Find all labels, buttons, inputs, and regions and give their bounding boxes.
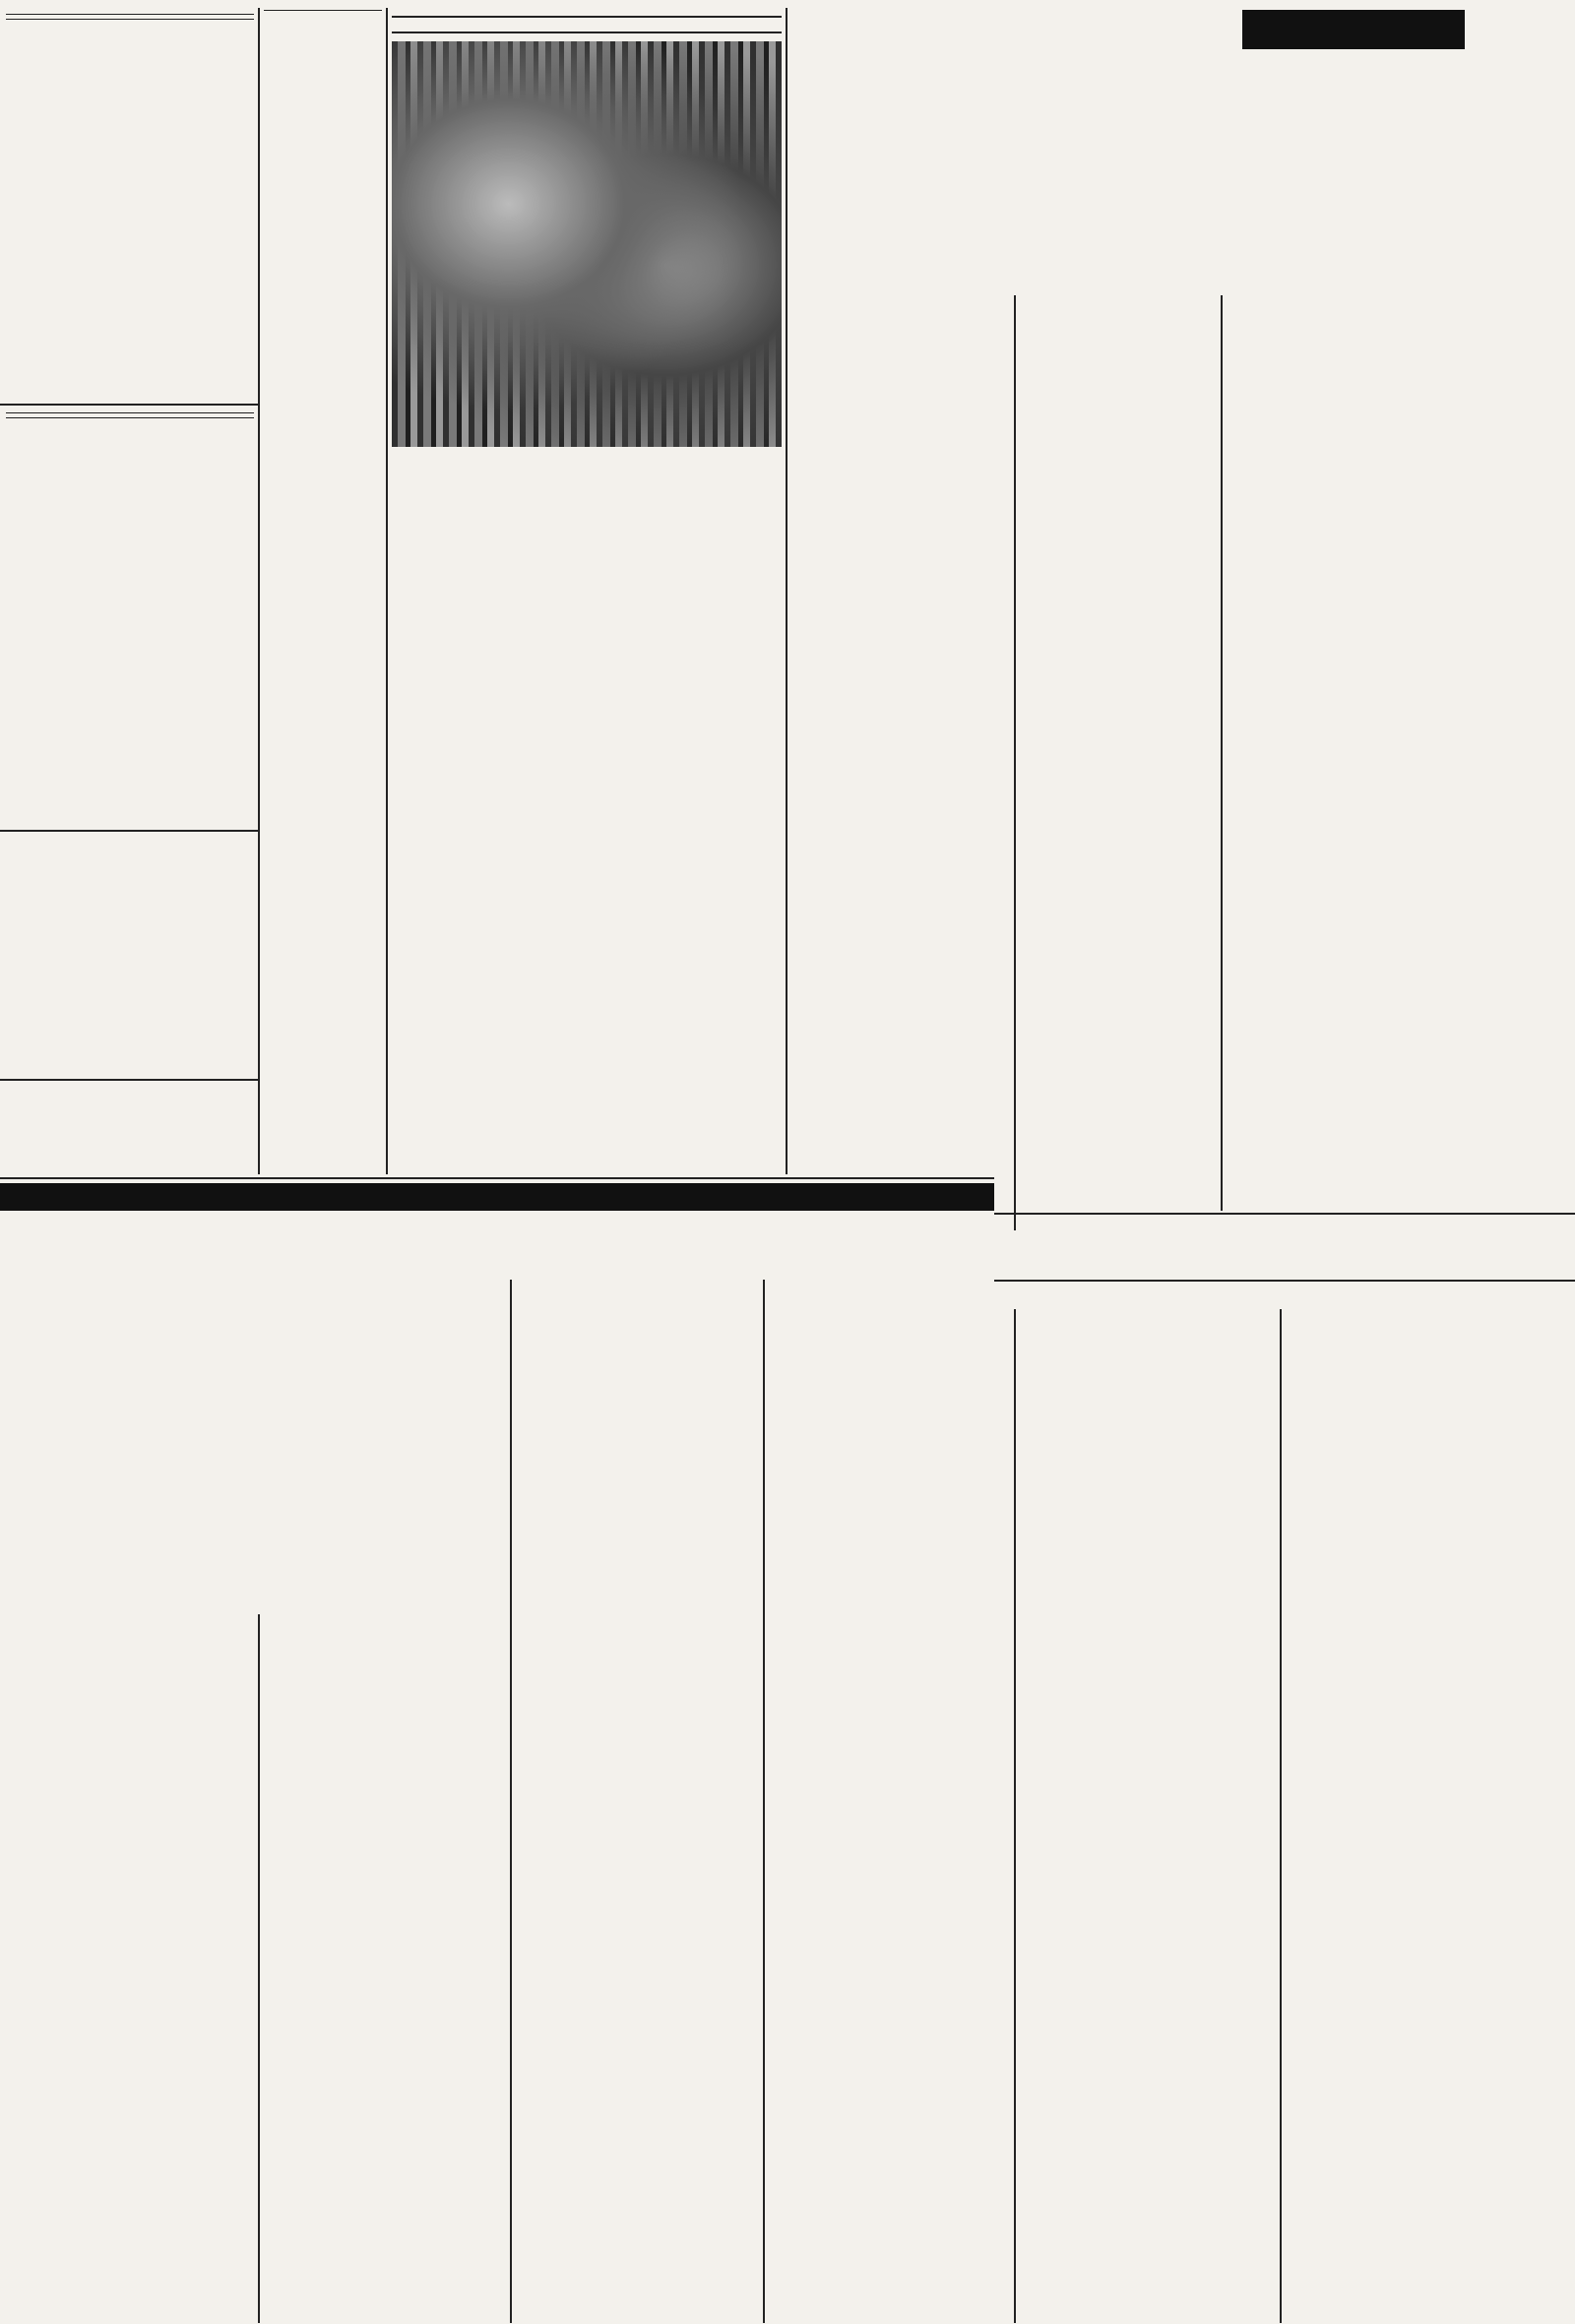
column-rule xyxy=(1280,1309,1282,2323)
deck xyxy=(392,16,782,22)
brief-body xyxy=(264,629,382,698)
column-rule xyxy=(1221,295,1223,1211)
article-body xyxy=(6,1079,127,1144)
brief-body xyxy=(264,704,382,773)
deck xyxy=(392,28,782,33)
brief-body xyxy=(264,13,382,141)
article-body xyxy=(6,30,122,199)
section-rule xyxy=(0,830,258,832)
section-rule xyxy=(0,404,258,406)
column-mid xyxy=(791,679,1010,1211)
article-body xyxy=(133,984,254,1075)
article-nato-mediterranean xyxy=(6,407,254,828)
article-body xyxy=(593,689,782,847)
column-rule xyxy=(510,1280,512,2323)
serial xyxy=(6,1216,508,1334)
column-mid-upper xyxy=(791,295,1010,669)
brief-body xyxy=(264,569,382,623)
article-body xyxy=(6,984,127,1075)
deck xyxy=(6,17,254,20)
brief-body xyxy=(264,271,382,369)
article-body xyxy=(1227,419,1569,872)
vietnam-body-col2 xyxy=(1227,295,1569,1206)
lead-body-col2 xyxy=(593,689,782,1171)
column-rule xyxy=(1014,1309,1016,2323)
section-logo xyxy=(1242,10,1465,49)
article-body xyxy=(128,26,254,232)
column-rule xyxy=(786,8,788,1174)
brief-body xyxy=(264,479,382,563)
article-vietnam xyxy=(1020,57,1571,289)
brief-body xyxy=(264,375,382,473)
article-body xyxy=(1020,917,1217,1134)
article-body xyxy=(791,888,1010,986)
article-body xyxy=(6,428,122,615)
article-britain xyxy=(630,1248,1571,1307)
article-body xyxy=(1020,295,1217,630)
column-rule xyxy=(258,1614,260,2323)
column-briefs xyxy=(264,8,382,1174)
article-body xyxy=(593,1006,782,1134)
column-rule xyxy=(763,1280,765,2323)
article-body xyxy=(392,990,585,1148)
subheading xyxy=(264,10,382,11)
article-body xyxy=(791,683,1010,880)
brief-body xyxy=(264,853,382,912)
article-body xyxy=(392,689,585,984)
serial-banner xyxy=(0,1183,994,1211)
article-body xyxy=(128,424,254,651)
column-rule xyxy=(1014,295,1016,1230)
article-body xyxy=(1227,878,1569,1144)
article-body xyxy=(791,994,1010,1102)
ceremony-photo xyxy=(392,41,782,447)
article-body xyxy=(593,852,782,1000)
vietnam-body-col1 xyxy=(1020,295,1217,1206)
deck xyxy=(6,415,254,418)
article-seventh-fleet-body xyxy=(6,984,254,1173)
article-body xyxy=(1020,636,1217,911)
brief-body xyxy=(264,779,382,848)
article-body xyxy=(1227,295,1569,413)
brief-body xyxy=(264,147,382,265)
article-nato-luns xyxy=(6,8,254,402)
section-rule xyxy=(994,1213,1575,1215)
lead-body-col1 xyxy=(392,689,585,1171)
